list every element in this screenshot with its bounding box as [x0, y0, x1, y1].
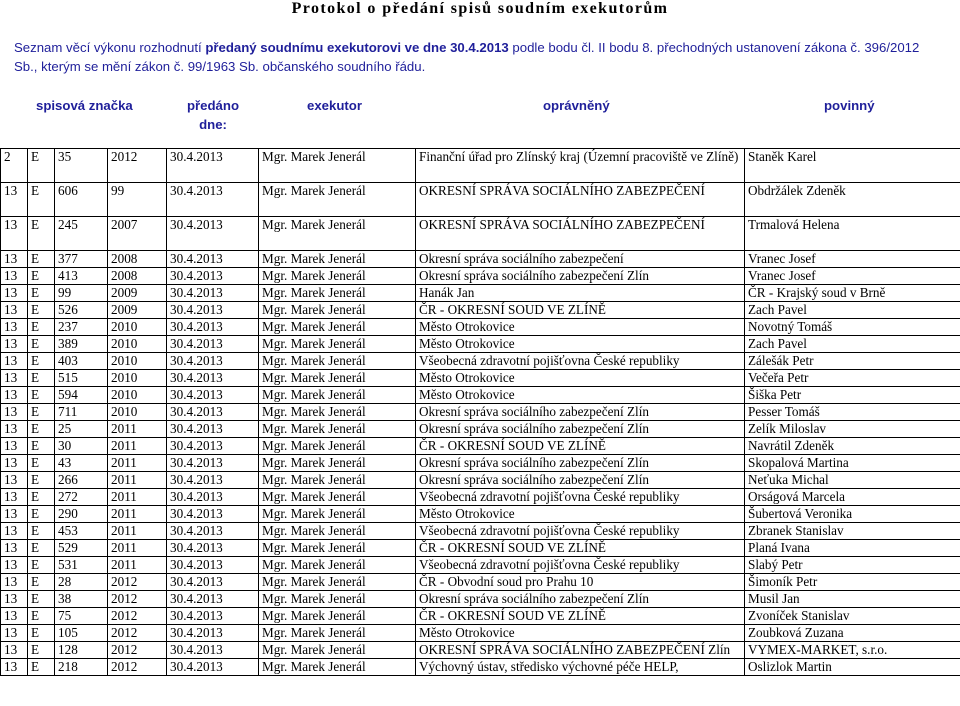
- executor-name-cell: Mgr. Marek Jenerál: [259, 608, 416, 625]
- case-year-cell: 2007: [108, 217, 167, 251]
- table-row: [1, 455, 960, 472]
- handover-date-cell: 30.4.2013: [167, 438, 259, 455]
- table-row: [1, 302, 960, 319]
- handover-date-cell: 30.4.2013: [167, 268, 259, 285]
- case-number-cell: 75: [55, 608, 108, 625]
- executor-name-cell: Mgr. Marek Jenerál: [259, 438, 416, 455]
- header-predano-line1: předáno: [186, 98, 240, 113]
- table-row: [1, 659, 960, 676]
- obligated-party-cell: Slabý Petr: [745, 557, 960, 574]
- case-register-cell: E: [28, 608, 55, 625]
- entitled-party-cell: ČR - OKRESNÍ SOUD VE ZLÍNĚ: [416, 438, 745, 455]
- case-year-cell: 2012: [108, 591, 167, 608]
- case-number-cell: 377: [55, 251, 108, 268]
- obligated-party-cell: Staněk Karel: [745, 149, 960, 183]
- case-year-cell: 2012: [108, 625, 167, 642]
- obligated-party-cell: Vranec Josef: [745, 268, 960, 285]
- table-row: [1, 591, 960, 608]
- case-number-cell: 526: [55, 302, 108, 319]
- document-title: Protokol o předání spisů soudním exekutorům: [291, 0, 669, 17]
- handover-date-cell: 30.4.2013: [167, 642, 259, 659]
- case-senate-cell: 13: [1, 370, 28, 387]
- entitled-party-cell: ČR - OKRESNÍ SOUD VE ZLÍNĚ: [416, 540, 745, 557]
- entitled-party-cell: Výchovný ústav, středisko výchovné péče HELP,: [416, 659, 745, 676]
- entitled-party-cell: Město Otrokovice: [416, 370, 745, 387]
- case-senate-cell: 13: [1, 438, 28, 455]
- obligated-party-cell: Planá Ivana: [745, 540, 960, 557]
- handover-date-cell: 30.4.2013: [167, 387, 259, 404]
- case-senate-cell: 13: [1, 472, 28, 489]
- case-register-cell: E: [28, 438, 55, 455]
- case-number-cell: 30: [55, 438, 108, 455]
- table-row: [1, 336, 960, 353]
- table-row: [1, 251, 960, 268]
- intro-lead: Seznam věcí výkonu rozhodnutí: [14, 40, 206, 55]
- case-register-cell: E: [28, 149, 55, 183]
- header-opravneny: oprávněný: [543, 98, 610, 113]
- case-number-cell: 389: [55, 336, 108, 353]
- executor-name-cell: Mgr. Marek Jenerál: [259, 591, 416, 608]
- case-register-cell: E: [28, 642, 55, 659]
- case-senate-cell: 13: [1, 625, 28, 642]
- case-number-cell: 606: [55, 183, 108, 217]
- executor-name-cell: Mgr. Marek Jenerál: [259, 251, 416, 268]
- column-headers: [0, 92, 960, 142]
- handover-date-cell: 30.4.2013: [167, 659, 259, 676]
- obligated-party-cell: Oslizlok Martin: [745, 659, 960, 676]
- case-year-cell: 2011: [108, 438, 167, 455]
- case-number-cell: 237: [55, 319, 108, 336]
- case-year-cell: 2010: [108, 319, 167, 336]
- case-senate-cell: 13: [1, 591, 28, 608]
- case-register-cell: E: [28, 455, 55, 472]
- case-register-cell: E: [28, 421, 55, 438]
- entitled-party-cell: ČR - Obvodní soud pro Prahu 10: [416, 574, 745, 591]
- table-row: [1, 472, 960, 489]
- handover-date-cell: 30.4.2013: [167, 302, 259, 319]
- obligated-party-cell: Zelík Miloslav: [745, 421, 960, 438]
- obligated-party-cell: Šimoník Petr: [745, 574, 960, 591]
- table-row: [1, 183, 960, 217]
- executor-name-cell: Mgr. Marek Jenerál: [259, 540, 416, 557]
- case-year-cell: 2011: [108, 421, 167, 438]
- case-senate-cell: 13: [1, 421, 28, 438]
- case-register-cell: E: [28, 353, 55, 370]
- table-row: [1, 353, 960, 370]
- case-table: [0, 148, 960, 676]
- case-number-cell: 25: [55, 421, 108, 438]
- executor-name-cell: Mgr. Marek Jenerál: [259, 268, 416, 285]
- case-number-cell: 403: [55, 353, 108, 370]
- table-row: [1, 608, 960, 625]
- case-year-cell: 2012: [108, 659, 167, 676]
- case-senate-cell: 13: [1, 336, 28, 353]
- case-year-cell: 99: [108, 183, 167, 217]
- case-senate-cell: 2: [1, 149, 28, 183]
- executor-name-cell: Mgr. Marek Jenerál: [259, 506, 416, 523]
- case-number-cell: 266: [55, 472, 108, 489]
- entitled-party-cell: Okresní správa sociálního zabezpečení Zlín: [416, 591, 745, 608]
- table-row: [1, 438, 960, 455]
- case-register-cell: E: [28, 183, 55, 217]
- case-senate-cell: 13: [1, 251, 28, 268]
- handover-date-cell: 30.4.2013: [167, 370, 259, 387]
- obligated-party-cell: Večeřa Petr: [745, 370, 960, 387]
- table-row: [1, 574, 960, 591]
- case-number-cell: 28: [55, 574, 108, 591]
- obligated-party-cell: ČR - Krajský soud v Brně: [745, 285, 960, 302]
- handover-date-cell: 30.4.2013: [167, 455, 259, 472]
- obligated-party-cell: Obdržálek Zdeněk: [745, 183, 960, 217]
- case-senate-cell: 13: [1, 183, 28, 217]
- case-year-cell: 2011: [108, 523, 167, 540]
- table-row: [1, 149, 960, 183]
- executor-name-cell: Mgr. Marek Jenerál: [259, 557, 416, 574]
- handover-date-cell: 30.4.2013: [167, 404, 259, 421]
- entitled-party-cell: Všeobecná zdravotní pojišťovna České republiky: [416, 353, 745, 370]
- case-register-cell: E: [28, 659, 55, 676]
- case-number-cell: 413: [55, 268, 108, 285]
- case-senate-cell: 13: [1, 404, 28, 421]
- entitled-party-cell: Okresní správa sociálního zabezpečení Zlín: [416, 472, 745, 489]
- case-year-cell: 2010: [108, 404, 167, 421]
- case-register-cell: E: [28, 302, 55, 319]
- handover-date-cell: 30.4.2013: [167, 523, 259, 540]
- obligated-party-cell: Šubertová Veronika: [745, 506, 960, 523]
- executor-name-cell: Mgr. Marek Jenerál: [259, 404, 416, 421]
- executor-name-cell: Mgr. Marek Jenerál: [259, 421, 416, 438]
- table-row: [1, 217, 960, 251]
- case-register-cell: E: [28, 370, 55, 387]
- entitled-party-cell: Město Otrokovice: [416, 387, 745, 404]
- obligated-party-cell: Musil Jan: [745, 591, 960, 608]
- case-register-cell: E: [28, 336, 55, 353]
- case-register-cell: E: [28, 251, 55, 268]
- case-senate-cell: 13: [1, 268, 28, 285]
- entitled-party-cell: Okresní správa sociálního zabezpečení Zlín: [416, 268, 745, 285]
- case-senate-cell: 13: [1, 387, 28, 404]
- executor-name-cell: Mgr. Marek Jenerál: [259, 217, 416, 251]
- case-senate-cell: 13: [1, 302, 28, 319]
- case-number-cell: 105: [55, 625, 108, 642]
- obligated-party-cell: Neťuka Michal: [745, 472, 960, 489]
- case-register-cell: E: [28, 625, 55, 642]
- executor-name-cell: Mgr. Marek Jenerál: [259, 472, 416, 489]
- case-register-cell: E: [28, 217, 55, 251]
- executor-name-cell: Mgr. Marek Jenerál: [259, 319, 416, 336]
- handover-date-cell: 30.4.2013: [167, 421, 259, 438]
- case-year-cell: 2011: [108, 557, 167, 574]
- case-year-cell: 2008: [108, 251, 167, 268]
- entitled-party-cell: Všeobecná zdravotní pojišťovna České republiky: [416, 557, 745, 574]
- case-year-cell: 2011: [108, 540, 167, 557]
- executor-name-cell: Mgr. Marek Jenerál: [259, 285, 416, 302]
- case-register-cell: E: [28, 574, 55, 591]
- handover-date-cell: 30.4.2013: [167, 217, 259, 251]
- executor-name-cell: Mgr. Marek Jenerál: [259, 574, 416, 591]
- handover-date-cell: 30.4.2013: [167, 251, 259, 268]
- handover-date-cell: 30.4.2013: [167, 608, 259, 625]
- entitled-party-cell: Město Otrokovice: [416, 506, 745, 523]
- case-number-cell: 594: [55, 387, 108, 404]
- obligated-party-cell: Šiška Petr: [745, 387, 960, 404]
- case-number-cell: 38: [55, 591, 108, 608]
- obligated-party-cell: Zvoníček Stanislav: [745, 608, 960, 625]
- case-register-cell: E: [28, 472, 55, 489]
- case-senate-cell: 13: [1, 506, 28, 523]
- case-senate-cell: 13: [1, 659, 28, 676]
- entitled-party-cell: Okresní správa sociálního zabezpečení: [416, 251, 745, 268]
- executor-name-cell: Mgr. Marek Jenerál: [259, 302, 416, 319]
- case-senate-cell: 13: [1, 217, 28, 251]
- header-predano-line2: dne:: [199, 117, 227, 132]
- case-senate-cell: 13: [1, 574, 28, 591]
- handover-date-cell: 30.4.2013: [167, 149, 259, 183]
- case-register-cell: E: [28, 268, 55, 285]
- case-senate-cell: 13: [1, 608, 28, 625]
- case-year-cell: 2012: [108, 642, 167, 659]
- obligated-party-cell: Pesser Tomáš: [745, 404, 960, 421]
- intro-rest: podle bodu čl. II bodu 8. přechodných ustanovení zákona č. 396/2012 Sb., kterým se mění zákon č. 99/1963 Sb. občanského soudního řádu.: [14, 40, 920, 74]
- case-number-cell: 99: [55, 285, 108, 302]
- case-number-cell: 218: [55, 659, 108, 676]
- case-register-cell: E: [28, 285, 55, 302]
- case-senate-cell: 13: [1, 489, 28, 506]
- executor-name-cell: Mgr. Marek Jenerál: [259, 625, 416, 642]
- handover-date-cell: 30.4.2013: [167, 472, 259, 489]
- case-register-cell: E: [28, 557, 55, 574]
- case-number-cell: 531: [55, 557, 108, 574]
- handover-date-cell: 30.4.2013: [167, 574, 259, 591]
- case-year-cell: 2010: [108, 336, 167, 353]
- entitled-party-cell: Město Otrokovice: [416, 336, 745, 353]
- handover-date-cell: 30.4.2013: [167, 336, 259, 353]
- table-row: [1, 489, 960, 506]
- case-senate-cell: 13: [1, 455, 28, 472]
- obligated-party-cell: Trmalová Helena: [745, 217, 960, 251]
- executor-name-cell: Mgr. Marek Jenerál: [259, 642, 416, 659]
- handover-date-cell: 30.4.2013: [167, 540, 259, 557]
- case-year-cell: 2011: [108, 472, 167, 489]
- obligated-party-cell: Zálešák Petr: [745, 353, 960, 370]
- table-row: [1, 540, 960, 557]
- executor-name-cell: Mgr. Marek Jenerál: [259, 336, 416, 353]
- case-year-cell: 2012: [108, 149, 167, 183]
- table-row: [1, 625, 960, 642]
- table-row: [1, 285, 960, 302]
- obligated-party-cell: Vranec Josef: [745, 251, 960, 268]
- handover-date-cell: 30.4.2013: [167, 183, 259, 217]
- obligated-party-cell: Zach Pavel: [745, 302, 960, 319]
- table-row: [1, 557, 960, 574]
- table-row: [1, 268, 960, 285]
- case-register-cell: E: [28, 523, 55, 540]
- intro-bold: předaný soudnímu exekutorovi ve dne 30.4.2013: [205, 40, 509, 55]
- obligated-party-cell: Zoubková Zuzana: [745, 625, 960, 642]
- entitled-party-cell: OKRESNÍ SPRÁVA SOCIÁLNÍHO ZABEZPEČENÍ: [416, 183, 745, 217]
- case-senate-cell: 13: [1, 319, 28, 336]
- executor-name-cell: Mgr. Marek Jenerál: [259, 523, 416, 540]
- case-number-cell: 245: [55, 217, 108, 251]
- handover-date-cell: 30.4.2013: [167, 557, 259, 574]
- case-senate-cell: 13: [1, 642, 28, 659]
- case-senate-cell: 13: [1, 285, 28, 302]
- obligated-party-cell: Zach Pavel: [745, 336, 960, 353]
- case-year-cell: 2010: [108, 353, 167, 370]
- case-year-cell: 2009: [108, 285, 167, 302]
- case-year-cell: 2008: [108, 268, 167, 285]
- handover-date-cell: 30.4.2013: [167, 285, 259, 302]
- case-senate-cell: 13: [1, 540, 28, 557]
- case-year-cell: 2009: [108, 302, 167, 319]
- case-number-cell: 35: [55, 149, 108, 183]
- obligated-party-cell: Skopalová Martina: [745, 455, 960, 472]
- table-row: [1, 387, 960, 404]
- obligated-party-cell: Orságová Marcela: [745, 489, 960, 506]
- case-register-cell: E: [28, 404, 55, 421]
- table-row: [1, 421, 960, 438]
- obligated-party-cell: Navrátil Zdeněk: [745, 438, 960, 455]
- case-senate-cell: 13: [1, 353, 28, 370]
- executor-name-cell: Mgr. Marek Jenerál: [259, 387, 416, 404]
- entitled-party-cell: Všeobecná zdravotní pojišťovna České republiky: [416, 489, 745, 506]
- header-povinny: povinný: [824, 98, 875, 113]
- case-register-cell: E: [28, 387, 55, 404]
- case-year-cell: 2010: [108, 370, 167, 387]
- entitled-party-cell: OKRESNÍ SPRÁVA SOCIÁLNÍHO ZABEZPEČENÍ Zlín: [416, 642, 745, 659]
- handover-date-cell: 30.4.2013: [167, 489, 259, 506]
- executor-name-cell: Mgr. Marek Jenerál: [259, 149, 416, 183]
- header-spisova-znacka: spisová značka: [36, 98, 133, 113]
- entitled-party-cell: Město Otrokovice: [416, 625, 745, 642]
- case-senate-cell: 13: [1, 523, 28, 540]
- case-number-cell: 290: [55, 506, 108, 523]
- entitled-party-cell: Okresní správa sociálního zabezpečení Zlín: [416, 421, 745, 438]
- executor-name-cell: Mgr. Marek Jenerál: [259, 370, 416, 387]
- case-number-cell: 43: [55, 455, 108, 472]
- table-row: [1, 319, 960, 336]
- case-number-cell: 515: [55, 370, 108, 387]
- header-exekutor: exekutor: [307, 98, 362, 113]
- table-row: [1, 404, 960, 421]
- table-row: [1, 370, 960, 387]
- entitled-party-cell: OKRESNÍ SPRÁVA SOCIÁLNÍHO ZABEZPEČENÍ: [416, 217, 745, 251]
- table-row: [1, 506, 960, 523]
- case-number-cell: 529: [55, 540, 108, 557]
- table-row: [1, 523, 960, 540]
- entitled-party-cell: Hanák Jan: [416, 285, 745, 302]
- case-number-cell: 128: [55, 642, 108, 659]
- case-register-cell: E: [28, 506, 55, 523]
- case-number-cell: 272: [55, 489, 108, 506]
- handover-date-cell: 30.4.2013: [167, 506, 259, 523]
- executor-name-cell: Mgr. Marek Jenerál: [259, 455, 416, 472]
- executor-name-cell: Mgr. Marek Jenerál: [259, 489, 416, 506]
- entitled-party-cell: Všeobecná zdravotní pojišťovna České republiky: [416, 523, 745, 540]
- handover-date-cell: 30.4.2013: [167, 353, 259, 370]
- case-register-cell: E: [28, 489, 55, 506]
- executor-name-cell: Mgr. Marek Jenerál: [259, 183, 416, 217]
- intro-paragraph: [14, 38, 944, 76]
- case-year-cell: 2012: [108, 574, 167, 591]
- executor-name-cell: Mgr. Marek Jenerál: [259, 353, 416, 370]
- entitled-party-cell: ČR - OKRESNÍ SOUD VE ZLÍNĚ: [416, 302, 745, 319]
- header-predano: [173, 96, 253, 134]
- case-number-cell: 711: [55, 404, 108, 421]
- handover-date-cell: 30.4.2013: [167, 319, 259, 336]
- entitled-party-cell: Okresní správa sociálního zabezpečení Zlín: [416, 455, 745, 472]
- case-senate-cell: 13: [1, 557, 28, 574]
- entitled-party-cell: ČR - OKRESNÍ SOUD VE ZLÍNĚ: [416, 608, 745, 625]
- obligated-party-cell: Zbranek Stanislav: [745, 523, 960, 540]
- case-register-cell: E: [28, 540, 55, 557]
- case-register-cell: E: [28, 591, 55, 608]
- obligated-party-cell: Novotný Tomáš: [745, 319, 960, 336]
- executor-name-cell: Mgr. Marek Jenerál: [259, 659, 416, 676]
- entitled-party-cell: Okresní správa sociálního zabezpečení Zlín: [416, 404, 745, 421]
- case-year-cell: 2012: [108, 608, 167, 625]
- entitled-party-cell: Město Otrokovice: [416, 319, 745, 336]
- case-register-cell: E: [28, 319, 55, 336]
- case-year-cell: 2011: [108, 455, 167, 472]
- case-year-cell: 2011: [108, 506, 167, 523]
- case-year-cell: 2010: [108, 387, 167, 404]
- entitled-party-cell: Finanční úřad pro Zlínský kraj (Územní pracoviště ve Zlíně): [416, 149, 745, 183]
- case-year-cell: 2011: [108, 489, 167, 506]
- handover-date-cell: 30.4.2013: [167, 591, 259, 608]
- case-number-cell: 453: [55, 523, 108, 540]
- obligated-party-cell: VYMEX-MARKET, s.r.o.: [745, 642, 960, 659]
- handover-date-cell: 30.4.2013: [167, 625, 259, 642]
- table-row: [1, 642, 960, 659]
